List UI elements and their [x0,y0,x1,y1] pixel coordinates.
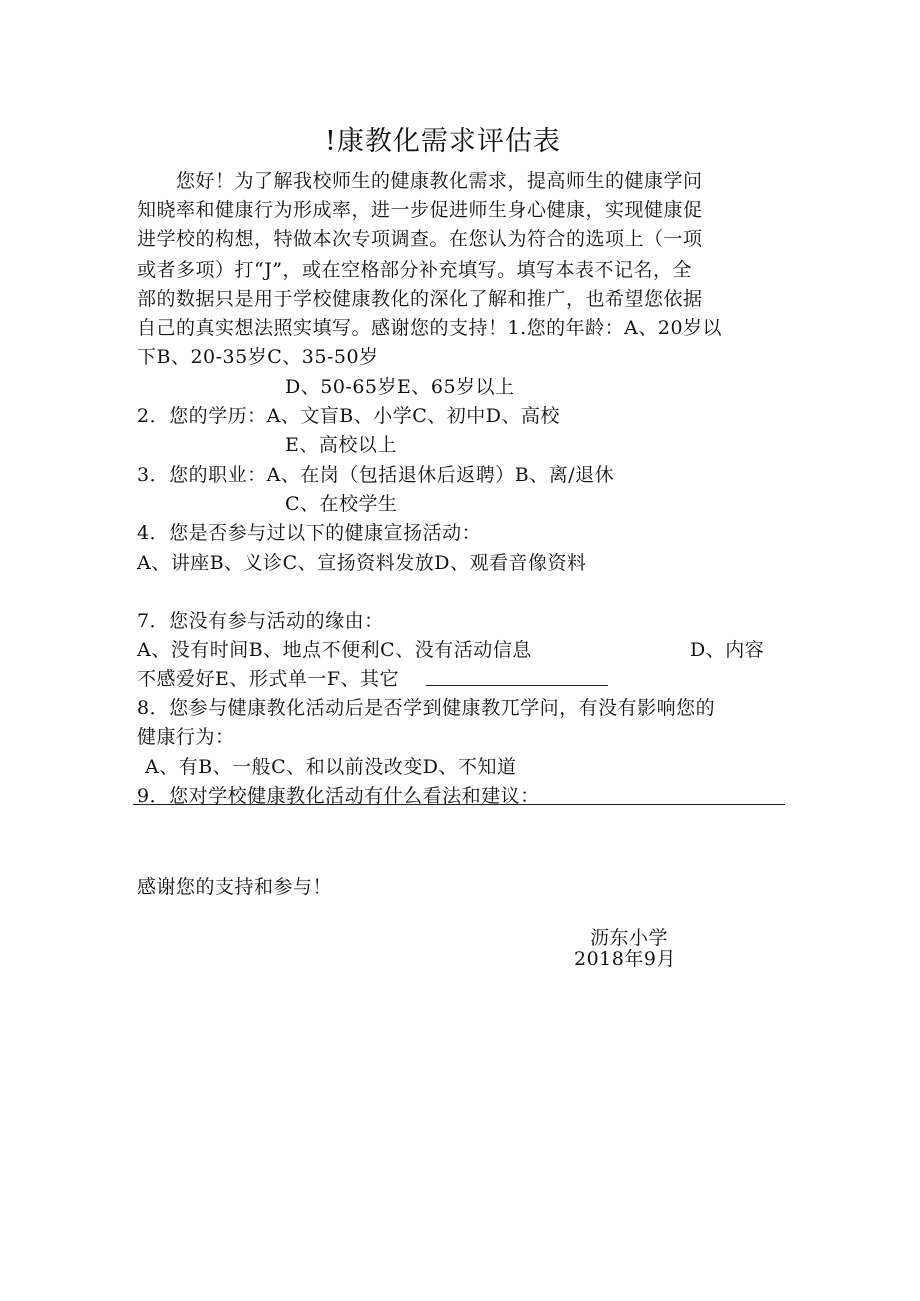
q2-question: 2．您的学历：A、文盲B、小学C、初中D、高校 [137,405,561,427]
q7-options-line2: 不感爱好E、形式单一F、其它 [137,668,400,690]
q9-answer-line[interactable] [133,804,785,805]
q7-question: 7．您没有参与活动的缘由： [137,610,384,632]
q2-options-cont: E、高校以上 [285,434,397,456]
q8-question-cont: 健康行为： [137,726,235,748]
q4-options: A、讲座B、义诊C、宣扬资料发放D、观看音像资料 [137,552,587,574]
q3-question: 3．您的职业：A、在岗（包括退休后返聘）B、离/退休 [137,464,615,486]
closing-text: 感谢您的支持和参与！ [137,876,333,898]
q7-option-d: D、内容 [690,639,765,661]
signature-school: 沥东小学 [590,927,669,949]
intro-line: 下B、20-35岁C、35-50岁 [137,346,379,368]
q3-options-cont: C、在校学生 [285,493,398,515]
q4-question: 4．您是否参与过以下的健康宣扬活动： [137,522,482,544]
q1-options-cont: D、50-65岁E、65岁以上 [285,376,515,398]
intro-line: 您好！为了解我校师生的健康教化需求，提高师生的健康学问 [176,170,703,192]
signature-date: 2018年9月 [574,948,676,970]
q8-question: 8．您参与健康教化活动后是否学到健康教兀学问，有没有影响您的 [137,697,716,719]
q8-options: A、有B、一般C、和以前没改变D、不知道 [145,756,517,778]
intro-line: 进学校的构想，特做本次专项调查。在您认为符合的选项上（一项 [137,228,703,250]
q9-question: 9．您对学校健康教化活动有什么看法和建议： [137,785,540,807]
intro-line: 自己的真实想法照实填写。感谢您的支持！1.您的年龄：A、20岁以 [137,317,723,339]
q7-options-line1: A、没有时间B、地点不便利C、没有活动信息 [137,639,532,661]
intro-line: 或者多项）打“J”，或在空格部分补充填写。填写本表不记名，全 [137,259,693,281]
survey-title: !康教化需求评估表 [325,126,561,157]
intro-line: 知晓率和健康行为形成率，进一步促进师生身心健康，实现健康促 [137,199,703,221]
intro-line: 部的数据只是用于学校健康教化的深化了解和推广，也希望您依据 [137,288,703,310]
q7-other-blank[interactable] [426,685,608,686]
